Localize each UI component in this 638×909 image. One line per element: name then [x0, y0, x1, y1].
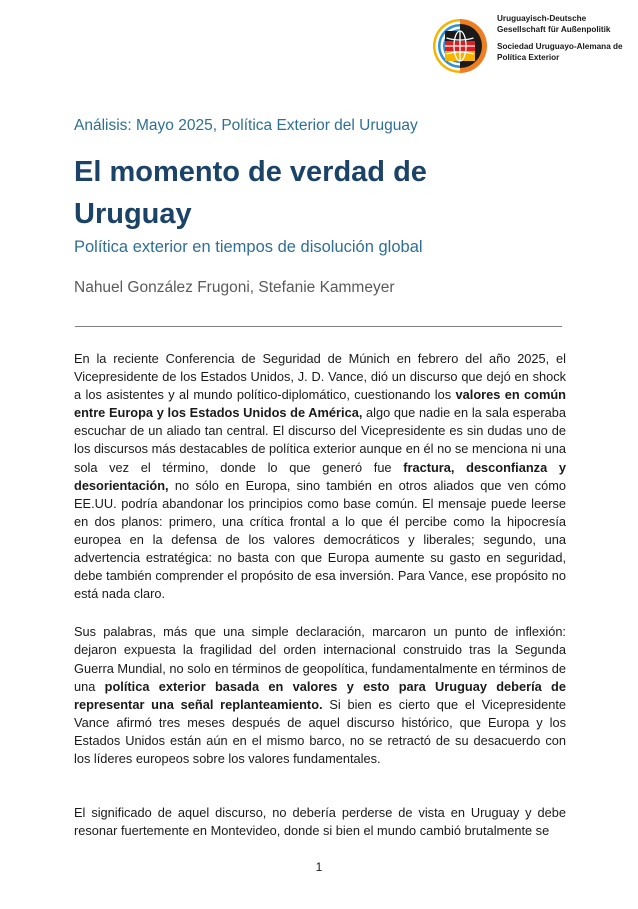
article-body — [74, 350, 566, 840]
emphasized-text: fractura, desconfianza y desorientación, — [74, 459, 566, 493]
page-number: 1 — [315, 860, 323, 874]
text-run: En la reciente Conferencia de Seguridad de Múnich en febrero del año 2025, el Vicepresidente de los Estados Unidos, J. D. Vance, dió un discurso que dejó en shock a los asistentes y al mundo político-diplomático, cuestionando los — [74, 351, 566, 403]
document-kicker: Análisis: Mayo 2025, Política Exterior del Uruguay — [74, 117, 418, 134]
document-authors: Nahuel González Frugoni, Stefanie Kammeyer — [74, 279, 395, 296]
document-subtitle: Política exterior en tiempos de disolución global — [74, 238, 423, 256]
text-run: El significado de aquel discurso, no debería perderse de vista en Uruguay y debe resonar fuertemente en Montevideo, donde si bien el mundo cambió brutalmente se — [74, 805, 566, 839]
org-name-de-line1: Uruguayisch-Deutsche — [497, 14, 587, 23]
organization-logo-icon — [432, 18, 488, 74]
paragraph-2 — [74, 623, 566, 768]
text-run: algo que nadie en la sala esperaba escuchar de un aliado tan central. El discurso del Vicepresidente es sin dudas uno de los discursos más destacables de política exterior aunque en él no se menciona ni una sola vez el término, donde lo que generó fue — [74, 405, 566, 475]
document-title: El momento de verdad de Uruguay — [74, 156, 427, 230]
emphasized-text: política exterior basada en valores y esto para Uruguay debería de representar una señal replanteamiento. — [74, 678, 566, 712]
text-run: Si bien es cierto que el Vicepresidente Vance afirmó tres meses después de aquel discurso histórico, que Europa y los Estados Unidos están aún en el mismo barco, no se retractó de su desacuerdo con los líderes europeos sobre los valores fundamentales. — [74, 696, 566, 766]
text-run: no sólo en Europa, sino también en otros aliados que ven cómo EE.UU. podría abandonar los principios como base común. El mensaje puede leerse en dos planos: primero, una crítica frontal a lo que él percibe como la hipocresía europea en la defensa de los valores democráticos y liberales; segundo, una advertencia estratégica: no basta con que Europa aumente su gasto en seguridad, debe también comprender el propósito de esa inversión. Para Vance, ese propósito no está nada claro. — [74, 477, 566, 602]
org-name-de-line2: Gesellschaft für Außenpolitik — [497, 24, 611, 34]
org-name-es-line2: Política Exterior — [497, 52, 560, 62]
paragraph-3 — [74, 804, 566, 840]
emphasized-text: valores en común entre Europa y los Estados Unidos de América, — [74, 387, 566, 421]
section-divider — [75, 326, 562, 327]
paragraph-1 — [74, 350, 566, 603]
text-run: Sus palabras, más que una simple declaración, marcaron un punto de inflexión: dejaron expuesta la fragilidad del orden internacional construido tras la Segunda Guerra Mundial, no solo en términos de geopolítica, fundamentalmente en términos de una — [74, 624, 566, 694]
organization-name — [497, 14, 633, 70]
org-name-es-line1: Sociedad Uruguayo-Alemana de — [497, 42, 623, 51]
